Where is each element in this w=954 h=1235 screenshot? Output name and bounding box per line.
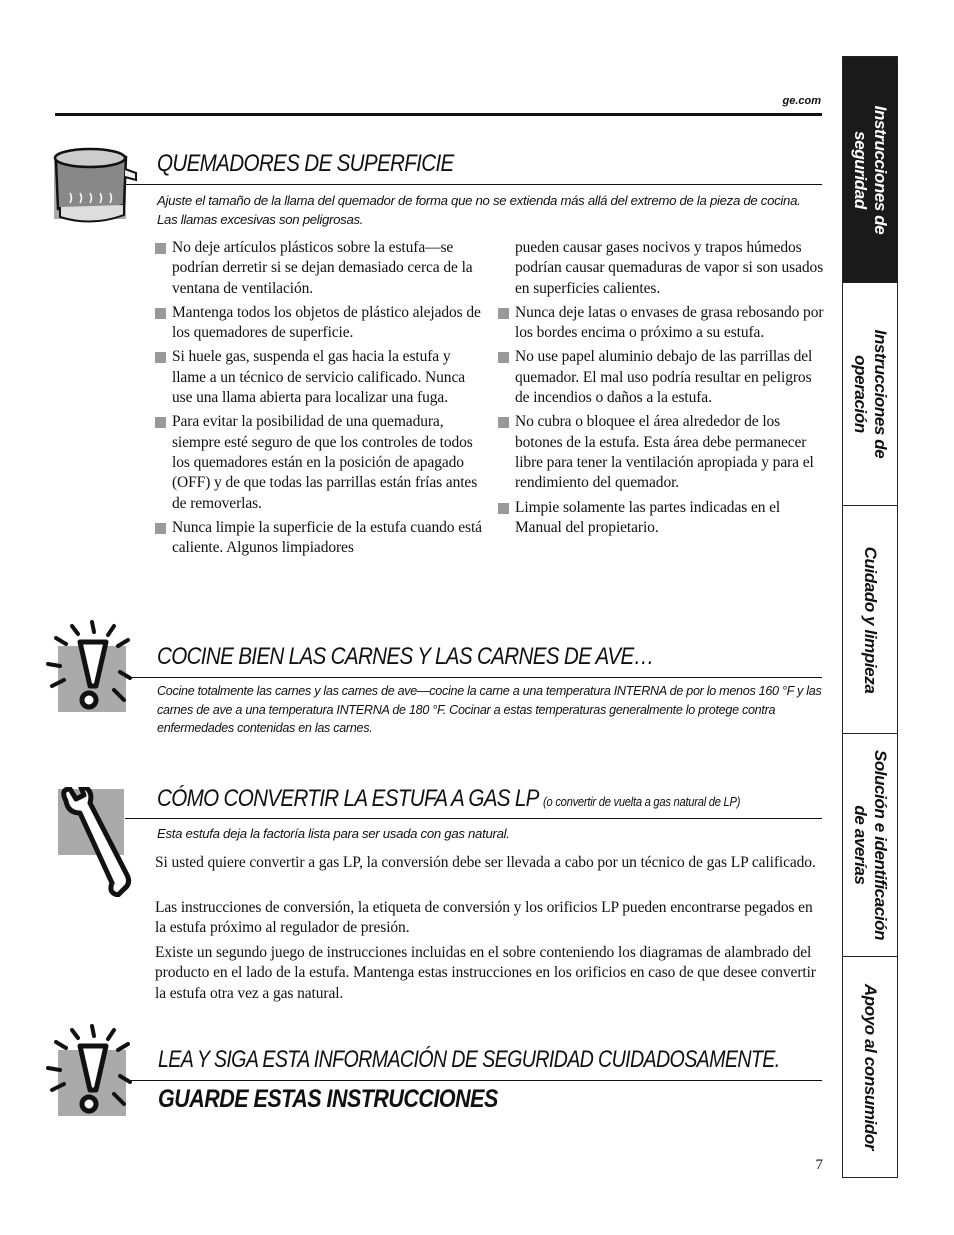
bullet-square-icon <box>498 308 509 319</box>
bullet-square-icon <box>498 417 509 428</box>
tab-consumer-support[interactable]: Apoyo al consumidor <box>861 983 880 1151</box>
lp-rule <box>125 818 822 819</box>
list-item: Mantenga todos los objetos de plástico alejados de los quemadores de superficie. <box>155 303 483 344</box>
lp-paragraph-2: Las instrucciones de conversión, la etiqueta de conversión y los orificios LP pueden encontrarse pegados en la estufa próximo al regulador de presión. <box>155 899 813 937</box>
bullet-square-icon <box>155 352 166 363</box>
list-item: No deje artículos plásticos sobre la estufa—se podrían derretir si se dejan demasiado cerca de la ventana de ventilación. <box>155 238 483 299</box>
burners-intro: Ajuste el tamaño de la llama del quemador de forma que no se extienda más allá del extremo de la pieza de cocina. Las llamas excesivas son peligrosas. <box>157 193 801 227</box>
lp-intro: Esta estufa deja la factoría lista para ser usada con gas natural. <box>157 826 510 841</box>
list-item: Nunca deje latas o envases de grasa rebosando por los bordes encima o próximo a su estufa. <box>498 303 826 344</box>
burners-column-right <box>498 238 826 542</box>
list-item-continuation: pueden causar gases nocivos y trapos húmedos podrían causar quemaduras de vapor si son usados en superficies calientes. <box>515 239 824 297</box>
bullet-square-icon <box>155 523 166 534</box>
burners-column-left <box>155 238 483 562</box>
burners-title: QUEMADORES DE SUPERFICIE <box>157 150 454 177</box>
lp-paragraph-3: Existe un segundo juego de instrucciones incluidas en el sobre conteniendo los diagramas de alambrado del producto en el lado de la estufa. Mantenga estas instrucciones en los orificios en caso de que desee convertir la estufa otra vez a gas natural. <box>155 944 816 1002</box>
warning-exclamation-icon <box>44 1024 136 1119</box>
bullet-square-icon <box>498 503 509 514</box>
bullet-square-icon <box>155 243 166 254</box>
tab-safety-instructions[interactable]: Instrucciones de seguridad <box>843 57 897 283</box>
burners-rule <box>125 184 822 185</box>
meats-title: COCINE BIEN LAS CARNES Y LAS CARNES DE AVE… <box>157 643 654 670</box>
list-item: Limpie solamente las partes indicadas en el Manual del propietario. <box>498 498 826 539</box>
list-item: No cubra o bloquee el área alrededor de los botones de la estufa. Esta área debe permanecer libre para tener la ventilación apropiada y para el rendimiento del quemador. <box>498 412 826 493</box>
final-warning-line1: LEA Y SIGA ESTA INFORMACIÓN DE SEGURIDAD CUIDADOSAMENTE. <box>158 1046 780 1073</box>
section-tabs <box>842 56 898 1178</box>
warning-exclamation-icon <box>44 620 136 715</box>
lp-title: CÓMO CONVERTIR LA ESTUFA A GAS LP (o convertir de vuelta a gas natural de LP) <box>157 785 741 812</box>
final-rule <box>125 1080 822 1081</box>
tab-operating-instructions[interactable]: Instrucciones de operación <box>843 283 897 506</box>
tab-troubleshooting[interactable]: Solución e identificación de averías <box>843 734 897 957</box>
list-item: Si huele gas, suspenda el gas hacia la estufa y llame a un técnico de servicio calificado. Nunca use una llama abierta para localizar una fuga. <box>155 347 483 408</box>
list-item: Nunca limpie la superficie de la estufa cuando está caliente. Algunos limpiadores <box>155 518 483 559</box>
wrench-icon <box>56 787 136 897</box>
tab-care-and-cleaning[interactable]: Cuidado y limpieza <box>843 506 897 734</box>
pot-icon <box>48 143 138 228</box>
lp-paragraph-1: Si usted quiere convertir a gas LP, la conversión debe ser llevada a cabo por un técnico de gas LP calificado. <box>155 854 816 871</box>
bullet-square-icon <box>155 308 166 319</box>
lp-subtitle: (o convertir de vuelta a gas natural de LP) <box>543 794 741 809</box>
site-url: ge.com <box>782 95 821 107</box>
bullet-square-icon <box>155 417 166 428</box>
bullet-square-icon <box>498 352 509 363</box>
header-rule <box>55 113 822 116</box>
list-item: No use papel aluminio debajo de las parrillas del quemador. El mal uso podría resultar en peligros de incendios o daños a la estufa. <box>498 347 826 408</box>
page-number: 7 <box>815 1157 823 1173</box>
list-item: Para evitar la posibilidad de una quemadura, siempre esté seguro de que los controles de todos los quemadores están en la posición de apagado (OFF) y de que todas las parrillas están frías antes de removerlas. <box>155 412 483 513</box>
meats-rule <box>125 677 822 678</box>
meats-intro: Cocine totalmente las carnes y las carnes de ave—cocine la carne a una temperatura INTERNA de por lo menos 160 °F y las carnes de ave a una temperatura INTERNA de 180 °F. Cocinar a estas temperaturas generalmente lo protege contra enfermedades contenidas en las carnes. <box>157 684 822 735</box>
final-warning-line2: GUARDE ESTAS INSTRUCCIONES <box>158 1085 498 1113</box>
